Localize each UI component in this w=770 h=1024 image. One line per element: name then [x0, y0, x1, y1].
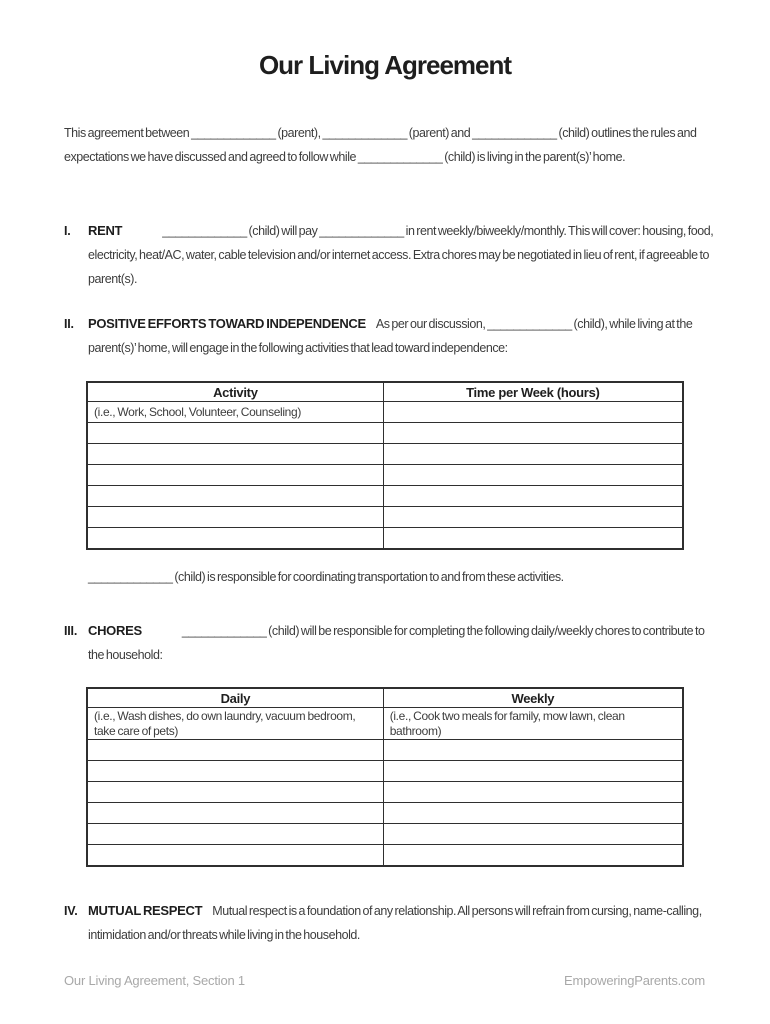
table-cell [87, 507, 383, 528]
table-header-row [87, 382, 683, 402]
section-rent [64, 219, 720, 291]
table-cell [383, 824, 683, 845]
section-body-text: As per our discussion, _____________ (child), while living at the parent(s)’ home, will engage in the following activities that lead toward independence: [88, 317, 693, 355]
table-cell [87, 486, 383, 507]
section-title: CHORES [88, 623, 142, 638]
page-title: Our Living Agreement [258, 50, 512, 80]
table-row [87, 761, 683, 782]
transportation-note: _____________ (child) is responsible for coordinating transportation to and from these activities. [88, 570, 564, 584]
table-cell [383, 444, 683, 465]
table-cell [383, 803, 683, 824]
page-footer [64, 973, 705, 989]
table-cell [87, 782, 383, 803]
table-cell [383, 402, 683, 423]
table-cell [383, 486, 683, 507]
table-row [87, 507, 683, 528]
table-cell [383, 423, 683, 444]
section-chores [64, 619, 720, 667]
table-header-row [87, 688, 683, 708]
section-numeral: II. [64, 317, 74, 331]
footer-site-label: EmpoweringParents.com [563, 973, 705, 988]
table-row [87, 824, 683, 845]
table-cell [383, 465, 683, 486]
table-row [87, 444, 683, 465]
table-row [87, 528, 683, 550]
section-paragraph [88, 312, 720, 360]
activities-table [86, 381, 684, 550]
table-cell [87, 740, 383, 761]
table-cell [87, 803, 383, 824]
table-row [87, 465, 683, 486]
table-cell-example: (i.e., Cook two meals for family, mow lawn, clean bathroom) [383, 708, 683, 740]
table-cell [87, 824, 383, 845]
table-cell [87, 465, 383, 486]
intro-paragraph: This agreement between _____________ (parent), _____________ (parent) and _____________ (child) outlines the rules and expectations we have discussed and agreed to follow while _____________ (child) is living in the parent(s)’ home. [64, 126, 697, 164]
table-cell [383, 740, 683, 761]
chores-table [86, 687, 684, 867]
section-body-text: Mutual respect is a foundation of any relationship. All persons will refrain from cursing, name-calling, intimidation and/or threats while living in the household. [88, 904, 702, 942]
section-title: MUTUAL RESPECT [88, 903, 203, 918]
section-paragraph [88, 619, 720, 667]
section-paragraph [88, 219, 720, 291]
section-mutual-respect [64, 899, 720, 947]
table-row [87, 740, 683, 761]
table-cell [383, 845, 683, 867]
column-header-time-per-week: Time per Week (hours) [383, 382, 683, 402]
section-body-text: _____________ (child) will be responsible for completing the following daily/weekly chores to contribute to the household: [88, 624, 705, 662]
column-header-daily: Daily [87, 688, 383, 708]
section-numeral: IV. [64, 904, 78, 918]
section-paragraph [88, 899, 720, 947]
table-cell [87, 845, 383, 867]
table-row [87, 486, 683, 507]
footer-document-label: Our Living Agreement, Section 1 [64, 973, 245, 988]
table-cell-example: (i.e., Work, School, Volunteer, Counseling) [87, 402, 383, 423]
table-cell [383, 507, 683, 528]
section-positive-efforts [64, 312, 720, 360]
section-title: POSITIVE EFFORTS TOWARD INDEPENDENCE [88, 316, 366, 331]
table-cell [383, 528, 683, 550]
table-cell [87, 528, 383, 550]
section-numeral: I. [64, 224, 71, 238]
table-row [87, 782, 683, 803]
section-body-text: _____________ (child) will pay _____________ in rent weekly/biweekly/monthly. This will cover: housing, food, electricity, heat/AC, water, cable television and/or internet access. Extra chores may be negotiated in lieu of rent, if agreeable to parent(s). [88, 224, 714, 286]
table-cell [383, 761, 683, 782]
table-row [87, 423, 683, 444]
table-cell [87, 761, 383, 782]
table-row [87, 708, 683, 740]
table-row [87, 845, 683, 867]
section-numeral: III. [64, 624, 78, 638]
table-row [87, 803, 683, 824]
section-title: RENT [88, 223, 123, 238]
column-header-activity: Activity [87, 382, 383, 402]
table-cell [87, 423, 383, 444]
table-cell [383, 782, 683, 803]
table-row [87, 402, 683, 423]
table-cell-example: (i.e., Wash dishes, do own laundry, vacuum bedroom, take care of pets) [87, 708, 383, 740]
table-cell [87, 444, 383, 465]
column-header-weekly: Weekly [383, 688, 683, 708]
